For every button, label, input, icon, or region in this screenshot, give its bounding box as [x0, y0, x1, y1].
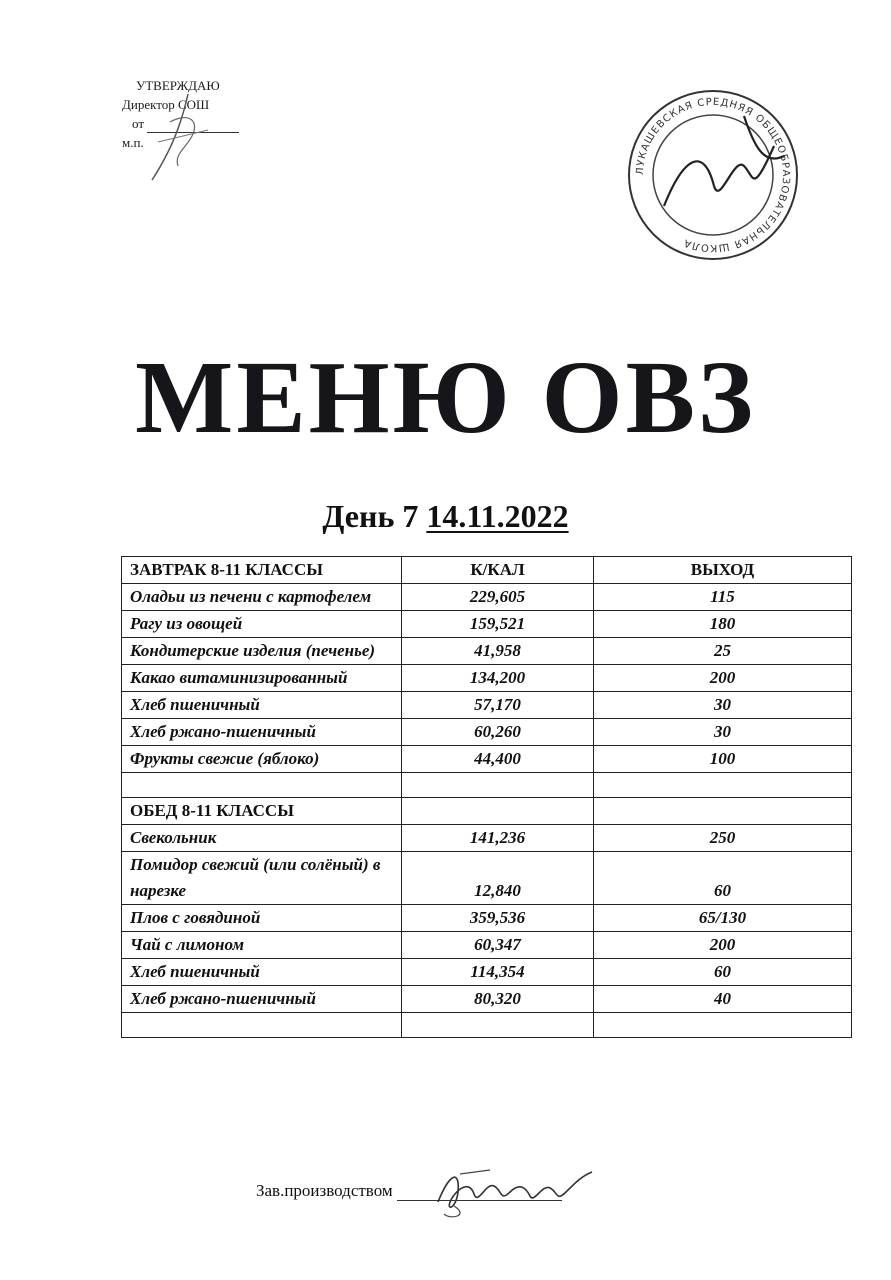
dish-output: 115: [594, 584, 852, 611]
dish-kcal: 141,236: [402, 825, 594, 852]
table-header-row: [122, 557, 852, 584]
dish-name: Хлеб ржано-пшеничный: [122, 719, 402, 746]
dish-name: Какао витаминизированный: [122, 665, 402, 692]
dish-output: 40: [594, 986, 852, 1013]
empty-cell: [402, 1013, 594, 1038]
dish-output: 25: [594, 638, 852, 665]
empty-cell: [594, 798, 852, 825]
day-date: 14.11.2022: [426, 498, 569, 534]
table-row: [122, 959, 852, 986]
day-label: День 7: [322, 498, 419, 534]
dish-kcal: 134,200: [402, 665, 594, 692]
dish-name: Хлеб пшеничный: [122, 959, 402, 986]
empty-row: [122, 1013, 852, 1038]
dish-kcal: 60,260: [402, 719, 594, 746]
dish-output: 200: [594, 665, 852, 692]
dish-kcal: 57,170: [402, 692, 594, 719]
table-row: [122, 665, 852, 692]
empty-cell: [402, 773, 594, 798]
empty-cell: [122, 1013, 402, 1038]
production-manager-label: Зав.производством: [256, 1181, 393, 1200]
dish-kcal: 44,400: [402, 746, 594, 773]
dish-output: 100: [594, 746, 852, 773]
dish-output: 180: [594, 611, 852, 638]
dish-output: 250: [594, 825, 852, 852]
lunch-header-row: [122, 798, 852, 825]
table-row: [122, 825, 852, 852]
empty-cell: [122, 773, 402, 798]
day-heading: [0, 496, 891, 536]
dish-name: Хлеб ржано-пшеничный: [122, 986, 402, 1013]
dish-name: Хлеб пшеничный: [122, 692, 402, 719]
lunch-section-title: ОБЕД 8-11 КЛАССЫ: [122, 798, 402, 825]
dish-output: 30: [594, 719, 852, 746]
dish-output: 60: [594, 852, 852, 905]
dish-output: 30: [594, 692, 852, 719]
table-row: [122, 584, 852, 611]
empty-row: [122, 773, 852, 798]
table-row: [122, 692, 852, 719]
empty-cell: [594, 1013, 852, 1038]
dish-name: Помидор свежий (или солёный) в нарезке: [122, 852, 402, 905]
approval-date-label: от: [132, 116, 145, 131]
table-row: [122, 986, 852, 1013]
dish-name: Рагу из овощей: [122, 611, 402, 638]
dish-kcal: 159,521: [402, 611, 594, 638]
dish-kcal: 41,958: [402, 638, 594, 665]
dish-kcal: 359,536: [402, 905, 594, 932]
approval-stamp-place: м.п.: [122, 135, 144, 150]
dish-output: 60: [594, 959, 852, 986]
dish-kcal: 229,605: [402, 584, 594, 611]
header-kcal: К/КАЛ: [402, 557, 594, 584]
svg-text:ЛУКАШЕВСКАЯ СРЕДНЯЯ ОБЩЕОБРАЗО: [635, 97, 791, 253]
dish-name: Чай с лимоном: [122, 932, 402, 959]
dish-kcal: 60,347: [402, 932, 594, 959]
table-row: [122, 611, 852, 638]
table-row: [122, 905, 852, 932]
seal-text: ЛУКАШЕВСКАЯ СРЕДНЯЯ ОБЩЕОБРАЗОВАТЕЛЬНАЯ ШКОЛА: [634, 96, 792, 254]
menu-table: [121, 556, 852, 1038]
approval-title: УТВЕРЖДАЮ: [136, 78, 220, 93]
dish-name: Свекольник: [122, 825, 402, 852]
dish-kcal: 12,840: [402, 852, 594, 905]
dish-output: 65/130: [594, 905, 852, 932]
page-title: МЕНЮ ОВЗ: [135, 340, 756, 455]
table-row: [122, 719, 852, 746]
dish-name: Фрукты свежие (яблоко): [122, 746, 402, 773]
dish-output: 200: [594, 932, 852, 959]
approval-position: Директор СОШ: [122, 97, 210, 112]
dish-name: Оладьи из печени с картофелем: [122, 584, 402, 611]
table-row: [122, 932, 852, 959]
table-row: [122, 852, 852, 905]
header-meal: ЗАВТРАК 8-11 КЛАССЫ: [122, 557, 402, 584]
table-row: [122, 638, 852, 665]
dish-name: Плов с говядиной: [122, 905, 402, 932]
dish-kcal: 80,320: [402, 986, 594, 1013]
manager-signature-icon: [430, 1162, 600, 1222]
empty-cell: [402, 798, 594, 825]
header-output: ВЫХОД: [594, 557, 852, 584]
school-seal-icon: [624, 86, 802, 264]
dish-kcal: 114,354: [402, 959, 594, 986]
dish-name: Кондитерские изделия (печенье): [122, 638, 402, 665]
director-signature-icon: [148, 92, 218, 182]
empty-cell: [594, 773, 852, 798]
table-row: [122, 746, 852, 773]
